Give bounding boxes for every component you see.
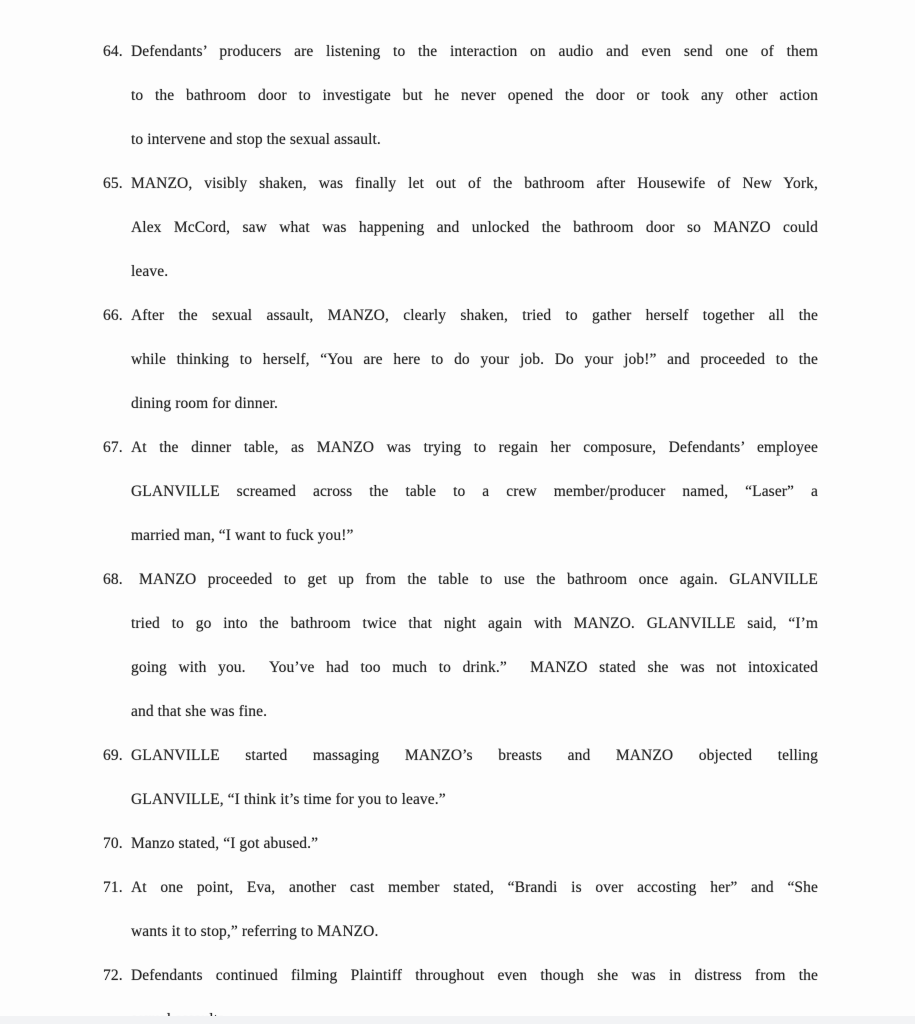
- document-body: [103, 30, 818, 1024]
- paragraph-67-text-1: At the dinner table, as MANZO was trying to regain her composure, Defendants’ employee: [131, 439, 818, 456]
- paragraph-65-line-2: Alex McCord, saw what was happening and unlocked the bathroom door so MANZO could: [131, 219, 818, 236]
- page-bottom-edge: [0, 1016, 915, 1024]
- paragraph-72-text-1: Defendants continued filming Plaintiff throughout even though she was in distress from the: [131, 967, 818, 984]
- paragraph-67-line-1: [103, 426, 818, 470]
- paragraph-69-text-1: GLANVILLE started massaging MANZO’s breasts and MANZO objected telling: [131, 747, 818, 764]
- paragraph-64-line-2: to the bathroom door to investigate but he never opened the door or took any other action: [131, 87, 818, 104]
- paragraph-65-line-3: leave.: [131, 263, 169, 280]
- paragraph-68-text-1: MANZO proceeded to get up from the table to use the bathroom once again. GLANVILLE: [139, 571, 818, 588]
- paragraph-71-text-1: At one point, Eva, another cast member stated, “Brandi is over accosting her” and “She: [131, 879, 818, 896]
- paragraph-68: [103, 558, 818, 734]
- paragraph-66-line-1: [103, 294, 818, 338]
- paragraph-69-line-1: [103, 734, 818, 778]
- paragraph-69: [103, 734, 818, 822]
- paragraph-68-number: 68.: [103, 571, 123, 588]
- paragraph-72: [103, 954, 818, 1024]
- paragraph-64: [103, 30, 818, 162]
- paragraph-70-line-1: [103, 822, 818, 866]
- paragraph-72-number: 72.: [103, 967, 123, 984]
- paragraph-65: [103, 162, 818, 294]
- paragraph-69-line-2: GLANVILLE, “I think it’s time for you to leave.”: [131, 791, 446, 808]
- paragraph-70-text-1: Manzo stated, “I got abused.”: [131, 835, 319, 852]
- paragraph-66-text-1: After the sexual assault, MANZO, clearly shaken, tried to gather herself together all the: [131, 307, 818, 324]
- paragraph-72-line-1: [103, 954, 818, 998]
- paragraph-67-line-2: GLANVILLE screamed across the table to a crew member/producer named, “Laser” a: [131, 483, 818, 500]
- paragraph-66-line-2: while thinking to herself, “You are here to do your job. Do your job!” and proceeded to the: [131, 351, 818, 368]
- paragraph-67-number: 67.: [103, 439, 123, 456]
- paragraph-68-line-4: and that she was fine.: [131, 703, 268, 720]
- paragraph-68-line-3: going with you. You’ve had too much to drink.” MANZO stated she was not intoxicated: [131, 659, 818, 676]
- paragraph-66-number: 66.: [103, 307, 123, 324]
- paragraph-66: [103, 294, 818, 426]
- paragraph-64-text-1: Defendants’ producers are listening to the interaction on audio and even send one of them: [131, 43, 818, 60]
- paragraph-71-line-2: wants it to stop,” referring to MANZO.: [131, 923, 379, 940]
- paragraph-71: [103, 866, 818, 954]
- paragraph-64-line-3: to intervene and stop the sexual assault.: [131, 131, 381, 148]
- paragraph-69-number: 69.: [103, 747, 123, 764]
- paragraph-65-number: 65.: [103, 175, 123, 192]
- paragraph-71-number: 71.: [103, 879, 123, 896]
- paragraph-64-number: 64.: [103, 43, 123, 60]
- paragraph-65-line-1: [103, 162, 818, 206]
- paragraph-68-line-1: [103, 558, 818, 602]
- paragraph-67-line-3: married man, “I want to fuck you!”: [131, 527, 354, 544]
- paragraph-68-line-2: tried to go into the bathroom twice that night again with MANZO. GLANVILLE said, “I’m: [131, 615, 818, 632]
- paragraph-70: [103, 822, 818, 866]
- paragraph-64-line-1: [103, 30, 818, 74]
- paragraph-71-line-1: [103, 866, 818, 910]
- paragraph-70-number: 70.: [103, 835, 123, 852]
- paragraph-67: [103, 426, 818, 558]
- paragraph-66-line-3: dining room for dinner.: [131, 395, 278, 412]
- paragraph-65-text-1: MANZO, visibly shaken, was finally let out of the bathroom after Housewife of New York,: [131, 175, 818, 192]
